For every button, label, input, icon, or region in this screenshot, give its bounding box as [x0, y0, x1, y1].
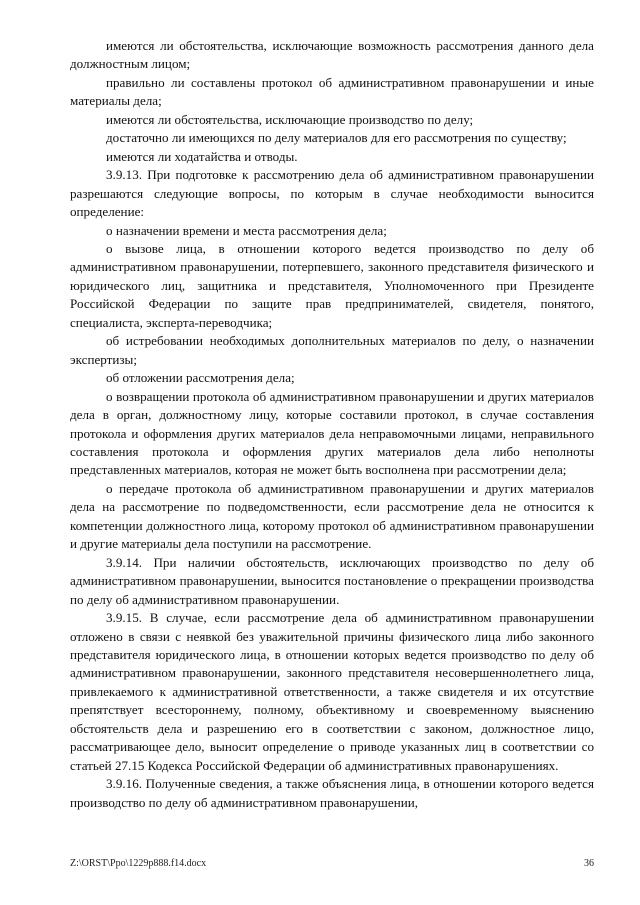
paragraph: имеются ли обстоятельства, исключающие возможность рассмотрения данного дела должностным лицом;	[70, 38, 594, 72]
paragraph-3-9-16: 3.9.16. Полученные сведения, а также объяснения лица, в отношении которого ведется производство по делу об административном правонарушении,	[70, 776, 594, 810]
document-body	[70, 37, 594, 812]
paragraph-3-9-15: 3.9.15. В случае, если рассмотрение дела об административном правонарушении отложено в связи с неявкой без уважительной причины физического лица либо законного представителя юридического лица, в отношении которых ведется производство по делу об административном правонарушении, законного представителя несовершеннолетнего лица, привлекаемого к административной ответственности, а также свидетеля и их отсутствие препятствует всестороннему, полному, объективному и своевременному выяснению обстоятельств дела и разрешению его в соответствии с законом, должностное лицо, рассматривающее дело, выносит определение о приводе указанных лиц в соответствии со статьей 27.15 Кодекса Российской Федерации об административных правонарушениях.	[70, 610, 594, 773]
paragraph: о назначении времени и места рассмотрения дела;	[106, 222, 387, 238]
paragraph: о возвращении протокола об административном правонарушении и других материалов дела в орган, должностному лицу, которые составили протокол, в случае составления протокола и оформления других материалов дела неправомочными лицами, неправильного составления протокола и оформления других материалов дела либо неполноты представленных материалов, которая не может быть восполнена при рассмотрении дела;	[70, 388, 594, 478]
paragraph: имеются ли ходатайства и отводы.	[106, 148, 298, 164]
paragraph: достаточно ли имеющихся по делу материалов для его рассмотрения по существу;	[106, 130, 567, 146]
page-number: 36	[584, 858, 594, 869]
paragraph: правильно ли составлены протокол об административном правонарушении и иные материалы дела;	[70, 74, 594, 109]
paragraph: об отложении рассмотрения дела;	[106, 370, 295, 386]
paragraph: об истребовании необходимых дополнительных материалов по делу, о назначении экспертизы;	[70, 333, 594, 367]
paragraph-3-9-13: 3.9.13. При подготовке к рассмотрению дела об административном правонарушении разрешаются следующие вопросы, по которым в случае необходимости выносится определение:	[70, 167, 594, 220]
paragraph: о вызове лица, в отношении которого ведется производство по делу об административном правонарушении, потерпевшего, законного представителя физического и юридического лиц, защитника и представителя, Уполномоченного при Президенте Российской Федерации по защите прав предпринимателей, свидетеля, понятого, специалиста, эксперта-переводчика;	[70, 240, 594, 330]
paragraph-3-9-14: 3.9.14. При наличии обстоятельств, исключающих производство по делу об административном правонарушении, выносится постановление о прекращении производства по делу об административном правонарушении.	[70, 554, 594, 607]
paragraph: имеются ли обстоятельства, исключающие производство по делу;	[106, 111, 474, 127]
paragraph: о передаче протокола об административном правонарушении и других материалов дела на рассмотрение по подведомственности, если рассмотрение дела не относится к компетенции должностного лица, которому протокол об административном правонарушении и другие материалы дела поступили на рассмотрение.	[70, 480, 594, 552]
footer-file-path: Z:\ORST\Ppo\1229p888.f14.docx	[70, 858, 207, 869]
